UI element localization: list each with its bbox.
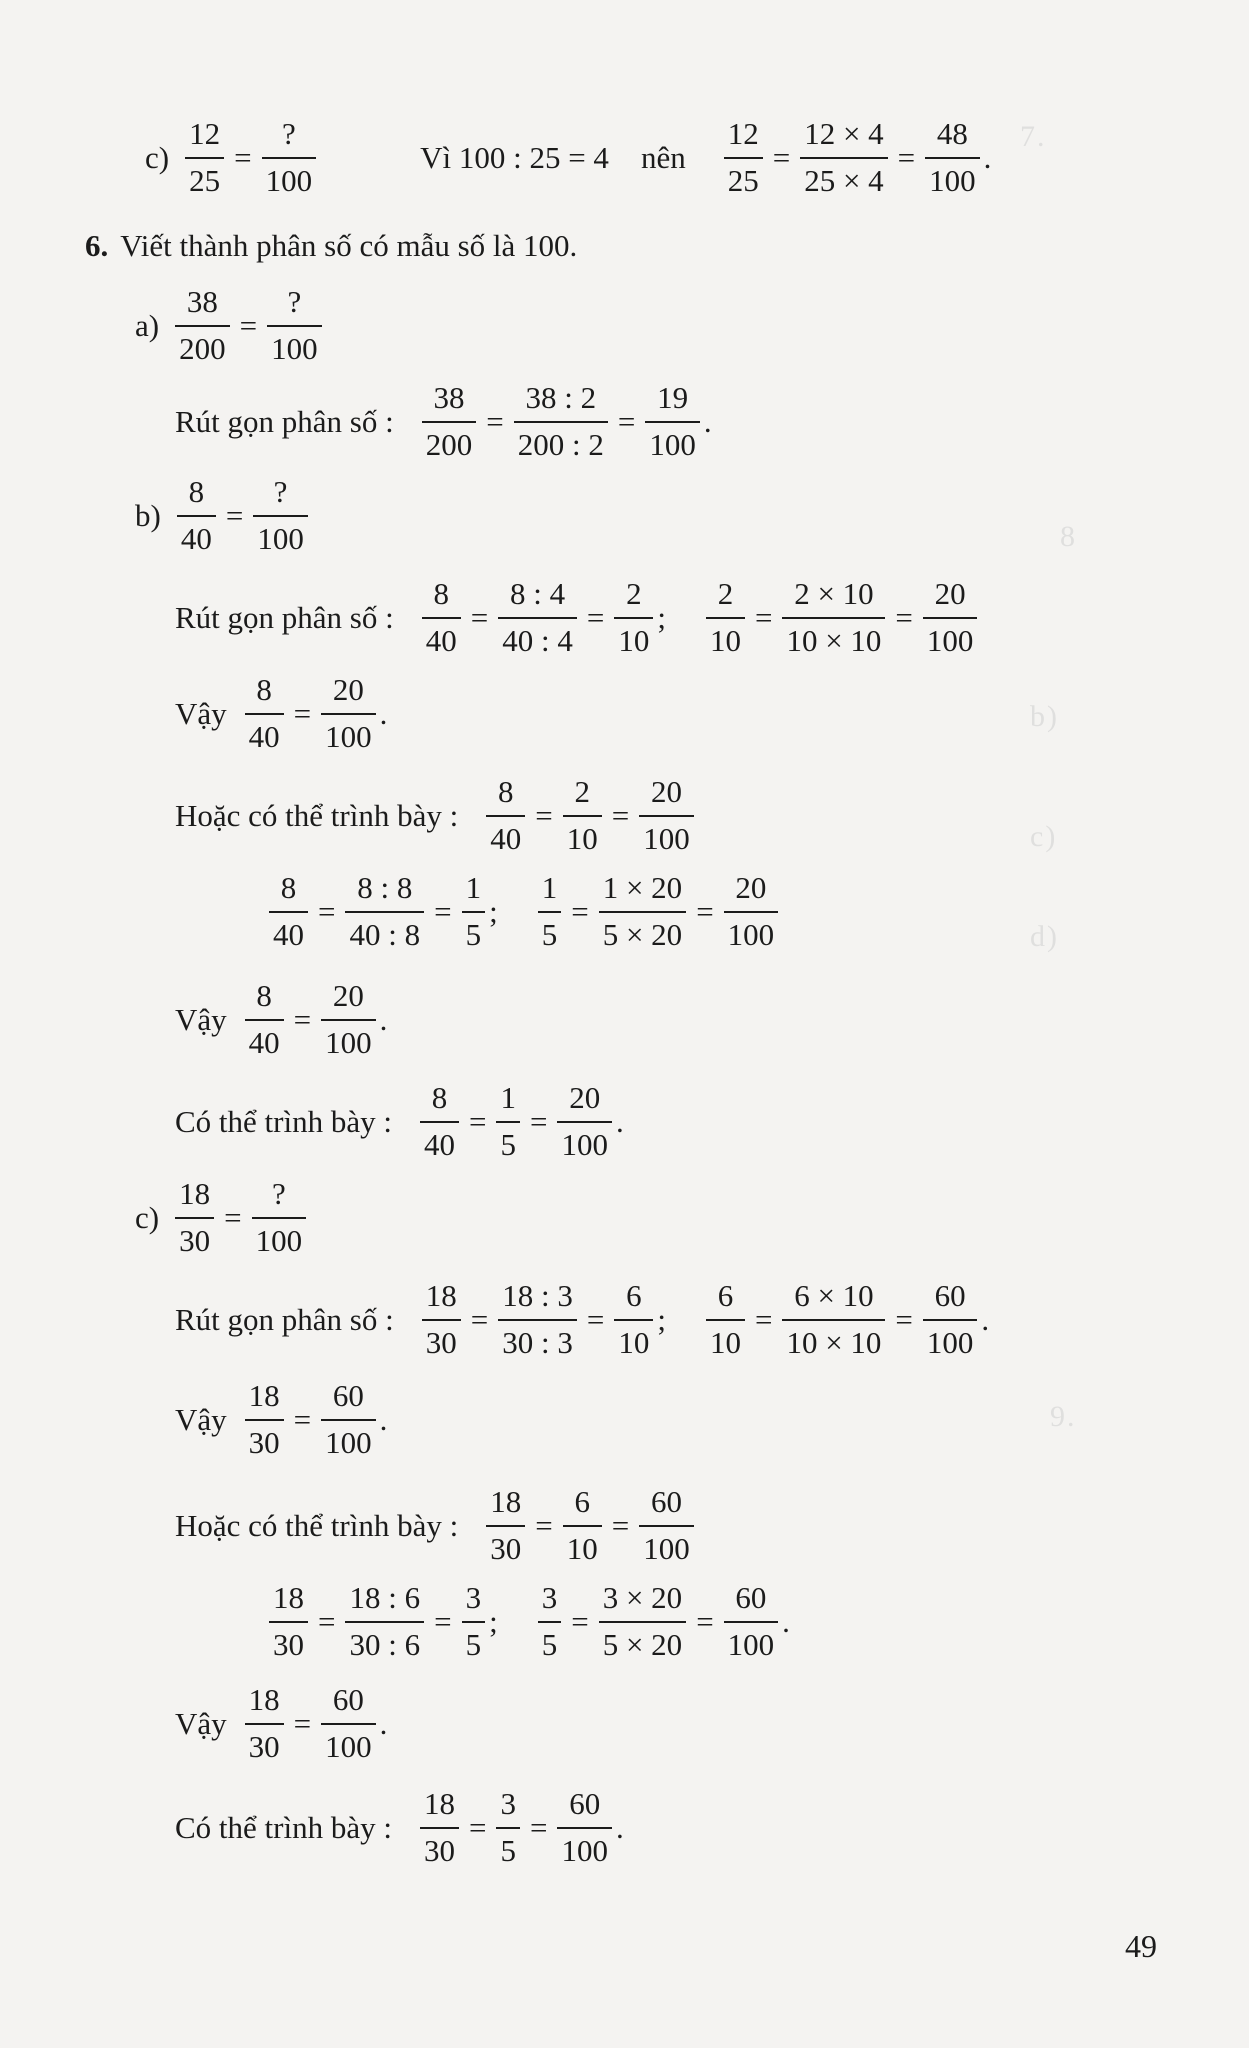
operator: = bbox=[617, 404, 636, 440]
operator: = bbox=[434, 1604, 452, 1640]
denominator: 30 : 6 bbox=[345, 1621, 424, 1662]
text: . bbox=[703, 404, 712, 440]
fraction bbox=[724, 118, 763, 197]
numerator: 8 bbox=[433, 576, 449, 611]
denominator: 40 bbox=[422, 617, 461, 658]
page-number: 49 bbox=[1125, 1928, 1157, 1964]
denominator: 100 bbox=[557, 1827, 612, 1868]
numerator: 18 bbox=[179, 1176, 211, 1211]
denominator: 30 bbox=[245, 1419, 284, 1460]
item-label: a) bbox=[135, 308, 160, 344]
denominator: 30 bbox=[486, 1525, 525, 1566]
denominator: 200 bbox=[175, 325, 230, 366]
operator: = bbox=[318, 894, 336, 930]
fraction bbox=[252, 1178, 307, 1257]
numerator: 1 bbox=[541, 870, 558, 905]
fraction bbox=[420, 1082, 459, 1161]
denominator: 5 bbox=[462, 911, 486, 952]
fraction bbox=[724, 1582, 779, 1661]
operator: = bbox=[239, 308, 258, 344]
denominator: 100 bbox=[253, 515, 308, 556]
operator: = bbox=[571, 894, 589, 930]
fraction bbox=[321, 1380, 376, 1459]
numerator: 20 bbox=[735, 870, 767, 905]
denominator: 25 bbox=[724, 157, 763, 198]
numerator: 60 bbox=[735, 1580, 767, 1615]
numerator: 19 bbox=[657, 380, 689, 415]
operator: = bbox=[772, 140, 791, 176]
fraction bbox=[563, 776, 602, 855]
numerator: 38 bbox=[433, 380, 465, 415]
text: Có thể trình bày : bbox=[175, 1810, 392, 1846]
fraction bbox=[486, 1486, 525, 1565]
line-13 bbox=[175, 1280, 1003, 1359]
denominator: 10 × 10 bbox=[782, 1319, 885, 1360]
operator: = bbox=[318, 1604, 336, 1640]
numerator: 12 × 4 bbox=[804, 116, 884, 151]
numerator: 20 bbox=[934, 576, 966, 611]
item-label: b) bbox=[135, 498, 161, 534]
text: Hoặc có thể trình bày : bbox=[175, 1508, 459, 1544]
numerator: 6 bbox=[717, 1278, 734, 1313]
operator: = bbox=[895, 1302, 913, 1338]
fraction bbox=[262, 118, 317, 197]
denominator: 30 : 3 bbox=[498, 1319, 577, 1360]
denominator: 40 bbox=[486, 815, 525, 856]
fraction bbox=[321, 674, 376, 753]
fraction bbox=[563, 1486, 602, 1565]
operator: = bbox=[470, 1302, 489, 1338]
numerator: 8 bbox=[431, 1080, 448, 1115]
line-7 bbox=[175, 674, 401, 753]
text: Vậy bbox=[175, 1402, 227, 1438]
operator: = bbox=[293, 696, 312, 732]
denominator: 100 bbox=[724, 911, 779, 952]
fraction bbox=[614, 1280, 653, 1359]
denominator: 100 bbox=[557, 1121, 612, 1162]
denominator: 100 bbox=[639, 815, 694, 856]
numerator: 20 bbox=[332, 672, 364, 707]
denominator: 5 bbox=[538, 911, 562, 952]
operator: = bbox=[293, 1706, 312, 1742]
fraction bbox=[422, 382, 477, 461]
fraction bbox=[185, 118, 224, 197]
numerator: 3 bbox=[541, 1580, 558, 1615]
fraction bbox=[514, 382, 608, 461]
numerator: 60 bbox=[332, 1682, 364, 1717]
text: ; bbox=[657, 1302, 666, 1338]
fraction bbox=[321, 980, 376, 1059]
numerator: ? bbox=[273, 474, 288, 509]
numerator: 8 : 4 bbox=[509, 576, 566, 611]
fraction bbox=[462, 872, 486, 951]
fraction bbox=[557, 1788, 612, 1867]
numerator: 48 bbox=[936, 116, 968, 151]
fraction bbox=[800, 118, 887, 197]
fraction bbox=[923, 578, 978, 657]
denominator: 40 bbox=[420, 1121, 459, 1162]
bleed-through-text: 8 bbox=[1060, 520, 1077, 553]
denominator: 100 bbox=[267, 325, 322, 366]
numerator: 8 bbox=[256, 978, 272, 1013]
line-15 bbox=[175, 1486, 698, 1565]
operator: = bbox=[611, 798, 630, 834]
fraction bbox=[538, 872, 562, 951]
line-2 bbox=[85, 230, 591, 261]
fraction bbox=[782, 578, 885, 657]
line-14 bbox=[175, 1380, 401, 1459]
text: . bbox=[615, 1810, 624, 1846]
numerator: 18 bbox=[425, 1278, 457, 1313]
denominator: 40 : 8 bbox=[345, 911, 424, 952]
denominator: 100 bbox=[645, 421, 700, 462]
fraction bbox=[345, 872, 424, 951]
numerator: ? bbox=[287, 284, 302, 319]
operator: = bbox=[529, 1104, 548, 1140]
numerator: 60 bbox=[332, 1378, 364, 1413]
numerator: 3 × 20 bbox=[602, 1580, 683, 1615]
numerator: 18 bbox=[248, 1682, 280, 1717]
fraction bbox=[496, 1788, 520, 1867]
numerator: 2 bbox=[626, 576, 642, 611]
fraction bbox=[599, 1582, 686, 1661]
numerator: 18 bbox=[423, 1786, 455, 1821]
numerator: 3 bbox=[465, 1580, 482, 1615]
denominator: 30 bbox=[420, 1827, 459, 1868]
numerator: 6 × 10 bbox=[794, 1278, 874, 1313]
item-label: c) bbox=[145, 140, 170, 176]
fraction bbox=[639, 1486, 694, 1565]
text: . bbox=[981, 1302, 990, 1338]
operator: = bbox=[434, 894, 452, 930]
denominator: 30 bbox=[245, 1723, 284, 1764]
denominator: 100 bbox=[724, 1621, 779, 1662]
bleed-through-text: 9. bbox=[1050, 1400, 1077, 1433]
operator: = bbox=[535, 798, 553, 834]
numerator: 18 : 3 bbox=[502, 1278, 573, 1313]
denominator: 100 bbox=[321, 1723, 376, 1764]
bleed-through-text: b) bbox=[1030, 700, 1059, 733]
numerator: 8 bbox=[280, 870, 297, 905]
denominator: 200 : 2 bbox=[514, 421, 608, 462]
operator: = bbox=[754, 600, 773, 636]
operator: = bbox=[224, 1200, 242, 1236]
denominator: 100 bbox=[321, 1419, 376, 1460]
denominator: 30 bbox=[175, 1217, 214, 1258]
denominator: 40 bbox=[245, 1019, 284, 1060]
text: ; bbox=[657, 600, 666, 636]
denominator: 40 bbox=[269, 911, 308, 952]
fraction bbox=[245, 674, 284, 753]
denominator: 25 × 4 bbox=[800, 157, 887, 198]
text: . bbox=[983, 140, 992, 176]
operator: = bbox=[529, 1810, 548, 1846]
denominator: 100 bbox=[321, 713, 376, 754]
fraction bbox=[923, 1280, 978, 1359]
numerator: 18 bbox=[248, 1378, 280, 1413]
text: Rút gọn phân số : bbox=[175, 404, 394, 440]
fraction bbox=[245, 1684, 284, 1763]
line-3 bbox=[135, 286, 326, 365]
line-10 bbox=[175, 980, 401, 1059]
numerator: 1 bbox=[465, 870, 482, 905]
denominator: 100 bbox=[925, 157, 980, 198]
operator: = bbox=[696, 894, 714, 930]
numerator: ? bbox=[281, 116, 296, 151]
operator: = bbox=[486, 404, 504, 440]
operator: = bbox=[468, 1810, 487, 1846]
numerator: 3 bbox=[500, 1786, 516, 1821]
fraction bbox=[269, 872, 308, 951]
operator: = bbox=[470, 600, 489, 636]
denominator: 5 × 20 bbox=[599, 911, 686, 952]
numerator: 8 bbox=[188, 474, 205, 509]
fraction bbox=[498, 578, 577, 657]
fraction bbox=[496, 1082, 520, 1161]
operator: = bbox=[293, 1402, 312, 1438]
numerator: 2 bbox=[574, 774, 590, 809]
text: ; bbox=[489, 1604, 498, 1640]
fraction bbox=[599, 872, 686, 951]
numerator: ? bbox=[271, 1176, 286, 1211]
fraction bbox=[724, 872, 779, 951]
operator: = bbox=[895, 600, 913, 636]
fraction bbox=[422, 1280, 461, 1359]
text: . bbox=[379, 1706, 388, 1742]
denominator: 100 bbox=[252, 1217, 307, 1258]
numerator: 6 bbox=[574, 1484, 590, 1519]
fraction bbox=[782, 1280, 885, 1359]
denominator: 40 : 4 bbox=[498, 617, 577, 658]
fraction bbox=[557, 1082, 612, 1161]
numerator: 38 : 2 bbox=[525, 380, 597, 415]
numerator: 8 : 8 bbox=[357, 870, 413, 905]
item-label: c) bbox=[135, 1200, 160, 1236]
denominator: 5 × 20 bbox=[599, 1621, 686, 1662]
numerator: 18 bbox=[273, 1580, 304, 1615]
line-18 bbox=[175, 1788, 638, 1867]
operator: = bbox=[225, 498, 244, 534]
denominator: 100 bbox=[321, 1019, 376, 1060]
operator: = bbox=[586, 600, 605, 636]
fraction bbox=[422, 578, 461, 657]
numerator: 1 bbox=[500, 1080, 516, 1115]
text: . bbox=[615, 1104, 624, 1140]
text: ; bbox=[489, 894, 498, 930]
denominator: 10 × 10 bbox=[782, 617, 885, 658]
fraction bbox=[706, 1280, 745, 1359]
fraction bbox=[420, 1788, 459, 1867]
operator: = bbox=[234, 140, 252, 176]
numerator: 20 bbox=[569, 1080, 601, 1115]
text: . bbox=[379, 696, 388, 732]
text: . bbox=[379, 1002, 388, 1038]
text: Vì 100 : 25 = 4 bbox=[420, 140, 609, 176]
fraction bbox=[245, 1380, 284, 1459]
numerator: 18 bbox=[490, 1484, 522, 1519]
fraction bbox=[462, 1582, 486, 1661]
fraction bbox=[175, 1178, 214, 1257]
denominator: 10 bbox=[614, 617, 653, 658]
denominator: 5 bbox=[496, 1121, 520, 1162]
denominator: 100 bbox=[923, 617, 978, 658]
numerator: 60 bbox=[934, 1278, 966, 1313]
operator: = bbox=[571, 1604, 589, 1640]
text: Hoặc có thể trình bày : bbox=[175, 798, 459, 834]
fraction bbox=[925, 118, 980, 197]
line-6 bbox=[175, 578, 981, 657]
denominator: 5 bbox=[538, 1621, 562, 1662]
numerator: 18 : 6 bbox=[349, 1580, 421, 1615]
numerator: 2 bbox=[717, 576, 734, 611]
line-4 bbox=[175, 382, 726, 461]
line-17 bbox=[175, 1684, 401, 1763]
bleed-through-text: d) bbox=[1030, 920, 1059, 953]
text: Vậy bbox=[175, 1706, 227, 1742]
fraction bbox=[245, 980, 284, 1059]
numerator: 1 × 20 bbox=[602, 870, 683, 905]
denominator: 5 bbox=[496, 1827, 520, 1868]
fraction bbox=[253, 476, 308, 555]
denominator: 10 bbox=[706, 1319, 745, 1360]
operator: = bbox=[586, 1302, 605, 1338]
fraction bbox=[175, 286, 230, 365]
numerator: 8 bbox=[256, 672, 272, 707]
denominator: 10 bbox=[706, 617, 745, 658]
fraction bbox=[321, 1684, 376, 1763]
numerator: 8 bbox=[497, 774, 514, 809]
fraction bbox=[177, 476, 216, 555]
operator: = bbox=[897, 140, 916, 176]
line-1 bbox=[145, 118, 1005, 197]
denominator: 30 bbox=[269, 1621, 308, 1662]
denominator: 40 bbox=[245, 713, 284, 754]
denominator: 200 bbox=[422, 421, 477, 462]
denominator: 25 bbox=[185, 157, 224, 198]
fraction bbox=[486, 776, 525, 855]
line-11 bbox=[175, 1082, 638, 1161]
item-label: 6. bbox=[85, 228, 109, 263]
text: Vậy bbox=[175, 696, 227, 732]
denominator: 10 bbox=[614, 1319, 653, 1360]
fraction bbox=[498, 1280, 577, 1359]
operator: = bbox=[754, 1302, 773, 1338]
denominator: 100 bbox=[262, 157, 317, 198]
text: Viết thành phân số có mẫu số là 100. bbox=[120, 228, 578, 263]
denominator: 5 bbox=[462, 1621, 486, 1662]
text: nên bbox=[640, 140, 686, 176]
denominator: 30 bbox=[422, 1319, 461, 1360]
numerator: 60 bbox=[569, 1786, 601, 1821]
operator: = bbox=[468, 1104, 487, 1140]
line-12 bbox=[135, 1178, 310, 1257]
line-5 bbox=[135, 476, 312, 555]
operator: = bbox=[535, 1508, 553, 1544]
text: Rút gọn phân số : bbox=[175, 600, 394, 636]
denominator: 10 bbox=[563, 1525, 602, 1566]
operator: = bbox=[293, 1002, 312, 1038]
numerator: 12 bbox=[727, 116, 759, 151]
denominator: 40 bbox=[177, 515, 216, 556]
numerator: 60 bbox=[650, 1484, 682, 1519]
line-8 bbox=[175, 776, 698, 855]
numerator: 6 bbox=[626, 1278, 642, 1313]
fraction bbox=[538, 1582, 562, 1661]
text: Rút gọn phân số : bbox=[175, 1302, 394, 1338]
numerator: 20 bbox=[332, 978, 364, 1013]
fraction bbox=[645, 382, 700, 461]
denominator: 100 bbox=[923, 1319, 978, 1360]
text: Có thể trình bày : bbox=[175, 1104, 392, 1140]
line-9 bbox=[265, 872, 782, 951]
numerator: 38 bbox=[186, 284, 218, 319]
operator: = bbox=[696, 1604, 714, 1640]
numerator: 20 bbox=[650, 774, 682, 809]
bleed-through-text: c) bbox=[1030, 820, 1058, 853]
text: . bbox=[379, 1402, 388, 1438]
line-16 bbox=[265, 1582, 804, 1661]
denominator: 100 bbox=[639, 1525, 694, 1566]
fraction bbox=[269, 1582, 308, 1661]
fraction bbox=[267, 286, 322, 365]
text: Vậy bbox=[175, 1002, 227, 1038]
text: . bbox=[782, 1604, 790, 1640]
fraction bbox=[639, 776, 694, 855]
numerator: 12 bbox=[189, 116, 221, 151]
operator: = bbox=[611, 1508, 630, 1544]
fraction bbox=[706, 578, 745, 657]
fraction bbox=[345, 1582, 424, 1661]
fraction bbox=[614, 578, 653, 657]
numerator: 2 × 10 bbox=[794, 576, 874, 611]
bleed-through-text: 7. bbox=[1020, 120, 1047, 153]
denominator: 10 bbox=[563, 815, 602, 856]
